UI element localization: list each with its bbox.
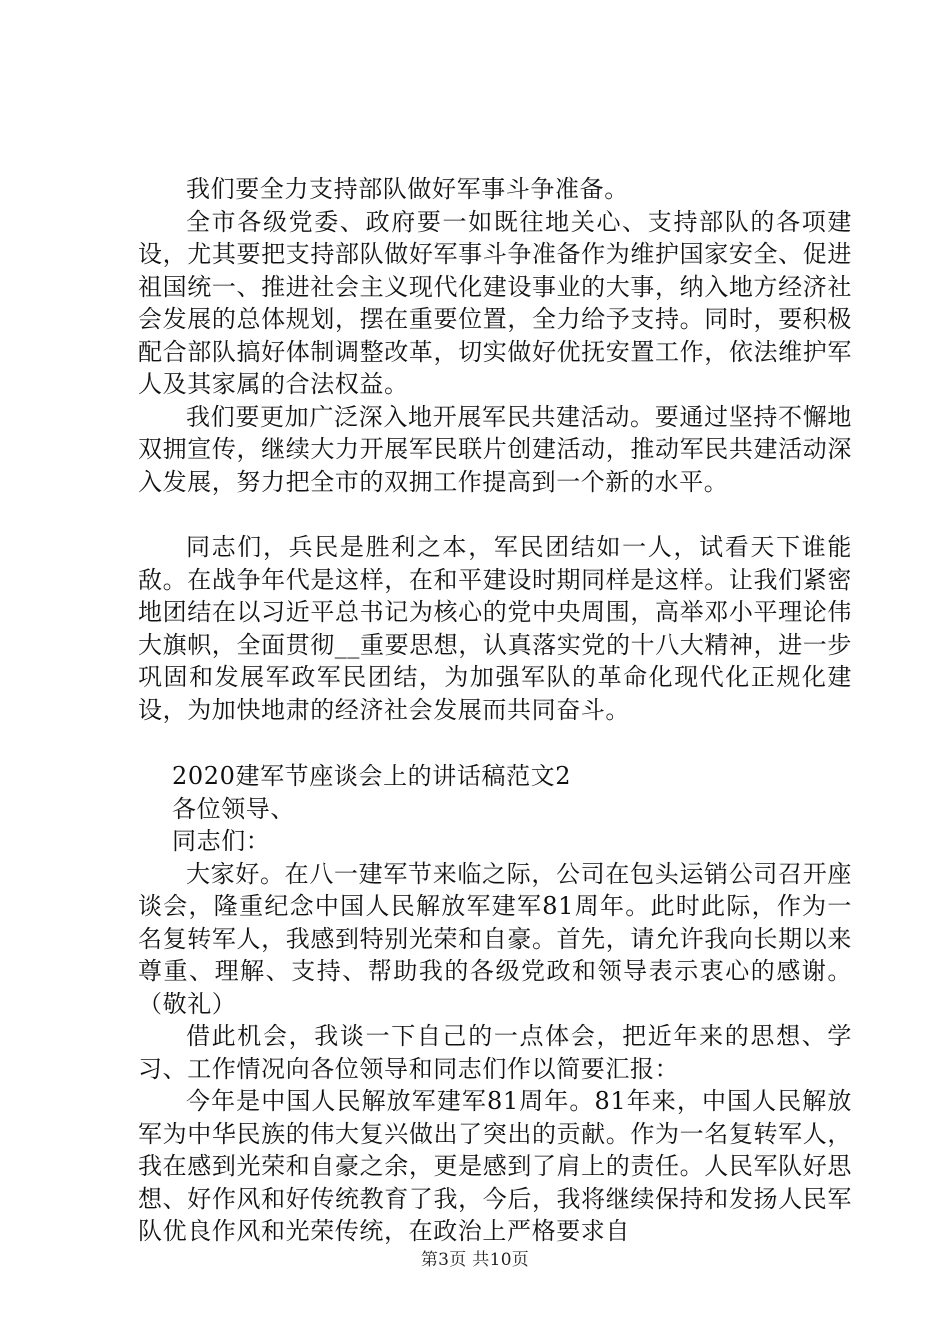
section-spacer bbox=[138, 726, 852, 760]
salutation-leaders: 各位领导、 bbox=[172, 794, 295, 823]
paragraph-support-army: 我们要全力支持部队做好军事斗争准备。 bbox=[186, 175, 629, 203]
page-footer: 第3页 共10页 bbox=[420, 1250, 530, 1270]
section-heading: 2020建军节座谈会上的讲话稿范文2 bbox=[172, 762, 572, 790]
paragraph-military-civilian: 我们要更加广泛深入地开展军民共建活动。要通过坚持不懈地双拥宣传，继续大力开展军民联片创建活动，推动军民共建活动深入发展，努力把全市的双拥工作提高到一个新的水平。 bbox=[138, 402, 852, 496]
document-body bbox=[138, 173, 852, 1248]
paragraph-spacer bbox=[138, 498, 852, 531]
paragraph-report-intro: 借此机会，我谈一下自己的一点体会，把近年来的思想、学习、工作情况向各位领导和同志们作以简要汇报： bbox=[138, 1022, 852, 1083]
salutation-comrades: 同志们： bbox=[172, 827, 271, 855]
paragraph-party-government: 全市各级党委、政府要一如既往地关心、支持部队的各项建设，尤其要把支持部队做好军事斗争准备作为维护国家安全、促进祖国统一、推进社会主义现代化建设事业的大事，纳入地方经济社会发展的总体规划，摆在重要位置，全力给予支持。同时，要积极配合部队搞好体制调整改革，切实做好优抚安置工作，依法维护军人及其家属的合法权益。 bbox=[138, 207, 852, 398]
paragraph-closing-remarks: 同志们，兵民是胜利之本，军民团结如一人，试看天下谁能敌。在战争年代是这样，在和平建设时期同样是这样。让我们紧密地团结在以习近平总书记为核心的党中央周围，高举邓小平理论伟大旗帜，全面贯彻__重要思想，认真落实党的十八大精神，进一步巩固和发展军政军民团结，为加强军队的革命化现代化正规化建设，为加快地肃的经济社会发展而共同奋斗。 bbox=[138, 533, 852, 724]
paragraph-anniversary: 今年是中国人民解放军建军81周年。81年来，中国人民解放军为中华民族的伟大复兴做出了突出的贡献。作为一名复转军人，我在感到光荣和自豪之余，更是感到了肩上的责任。人民军队好思想、好作风和好传统教育了我，今后，我将继续保持和发扬人民军队优良作风和光荣传统，在政治上严格要求自 bbox=[138, 1087, 852, 1245]
paragraph-greeting: 大家好。在八一建军节来临之际，公司在包头运销公司召开座谈会，隆重纪念中国人民解放军建军81周年。此时此际，作为一名复转军人，我感到特别光荣和自豪。首先，请允许我向长期以来尊重、理解、支持、帮助我的各级党政和领导表示衷心的感谢。（敬礼） bbox=[138, 859, 852, 1018]
